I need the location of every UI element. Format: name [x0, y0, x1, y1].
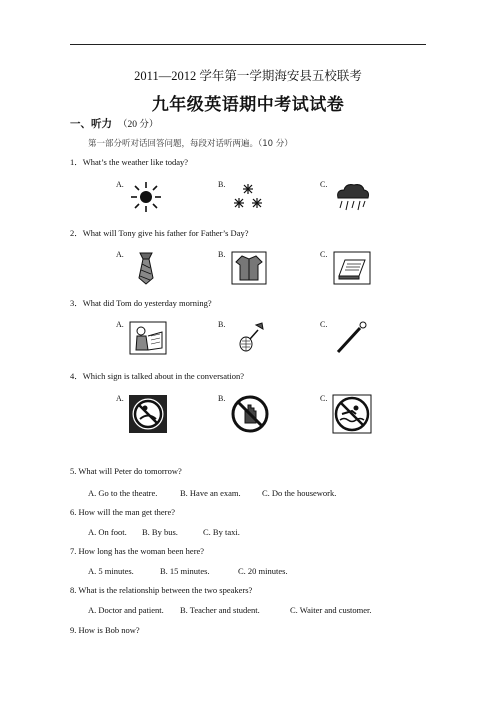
header-rule [70, 44, 426, 45]
snowflakes-icon [230, 180, 266, 214]
section-heading [70, 116, 158, 131]
no-fishing-sign-icon [128, 394, 168, 434]
question-8-options [88, 605, 372, 615]
question-3-options [116, 320, 386, 356]
question-1-options [116, 180, 386, 216]
option-b [218, 394, 284, 430]
book-icon [332, 250, 372, 286]
question-7-options [88, 566, 288, 576]
question-1: 1．What’s the weather like today? [70, 157, 189, 167]
option-label: C. [320, 320, 328, 329]
option-c [320, 180, 386, 216]
question-4-options [116, 394, 386, 430]
question-6: 6. How will the man get there? [70, 507, 176, 517]
option-b [218, 180, 284, 216]
option-b [218, 250, 284, 286]
option-label: B. [218, 320, 226, 329]
option-label: A. [116, 250, 124, 259]
option-label: B. [218, 180, 226, 189]
question-4: 4．Which sign is talked about in the conversation? [70, 371, 244, 381]
question-2: 2．What will Tony give his father for Father’s Day? [70, 228, 249, 238]
option-a [116, 320, 182, 356]
question-7: 7. How long has the woman been here? [70, 546, 205, 556]
option-c [320, 320, 386, 356]
tie-icon [128, 250, 164, 286]
option-a: A. Doctor and patient. [88, 605, 164, 615]
option-b: B. 15 minutes. [160, 566, 210, 576]
option-label: B. [218, 394, 226, 403]
option-label: C. [320, 250, 328, 259]
option-label: A. [116, 394, 124, 403]
option-c [320, 394, 386, 430]
option-c: C. Do the housework. [262, 488, 337, 498]
option-a [116, 250, 182, 286]
no-touching-sign-icon [230, 394, 270, 434]
option-a [116, 180, 182, 216]
question-5: 5. What will Peter do tomorrow? [70, 466, 182, 476]
section-instruction: 第一部分听对话回答问题，每段对话听两遍。（10 分） [88, 139, 293, 149]
option-c: C. 20 minutes. [238, 566, 288, 576]
baseball-icon [332, 320, 372, 356]
option-c: C. Waiter and customer. [290, 605, 372, 615]
option-b: B. Have an exam. [180, 488, 241, 498]
option-a [116, 394, 182, 430]
question-6-options [88, 527, 240, 537]
option-label: A. [116, 180, 124, 189]
option-a: A. 5 minutes. [88, 566, 134, 576]
rain-cloud-icon [332, 180, 372, 214]
question-3: 3．What did Tom do yesterday morning? [70, 298, 212, 308]
option-b: B. By bus. [142, 527, 178, 537]
no-swimming-sign-icon [332, 394, 372, 434]
option-label: C. [320, 394, 328, 403]
option-b: B. Teacher and student. [180, 605, 260, 615]
sun-icon [128, 180, 164, 214]
option-a: A. On foot. [88, 527, 127, 537]
option-a: A. Go to the theatre. [88, 488, 158, 498]
option-b [218, 320, 284, 356]
question-5-options [88, 488, 336, 498]
section-points: （20 分） [118, 120, 159, 130]
question-8: 8. What is the relationship between the two speakers? [70, 585, 253, 595]
question-2-options [116, 250, 386, 286]
person-reading-icon [128, 320, 168, 356]
option-c: C. By taxi. [203, 527, 240, 537]
option-c [320, 250, 386, 286]
section-title: 一、听力 [70, 118, 112, 130]
option-label: C. [320, 180, 328, 189]
option-label: A. [116, 320, 124, 329]
exam-title-line2: 九年级英语期中考试试卷 [151, 95, 345, 115]
shirt-icon [230, 250, 268, 286]
exam-title-line1: 2011—2012 学年第一学期海安县五校联考 [134, 69, 362, 83]
badminton-icon [230, 320, 270, 356]
question-9: 9. How is Bob now? [70, 625, 140, 635]
option-label: B. [218, 250, 226, 259]
